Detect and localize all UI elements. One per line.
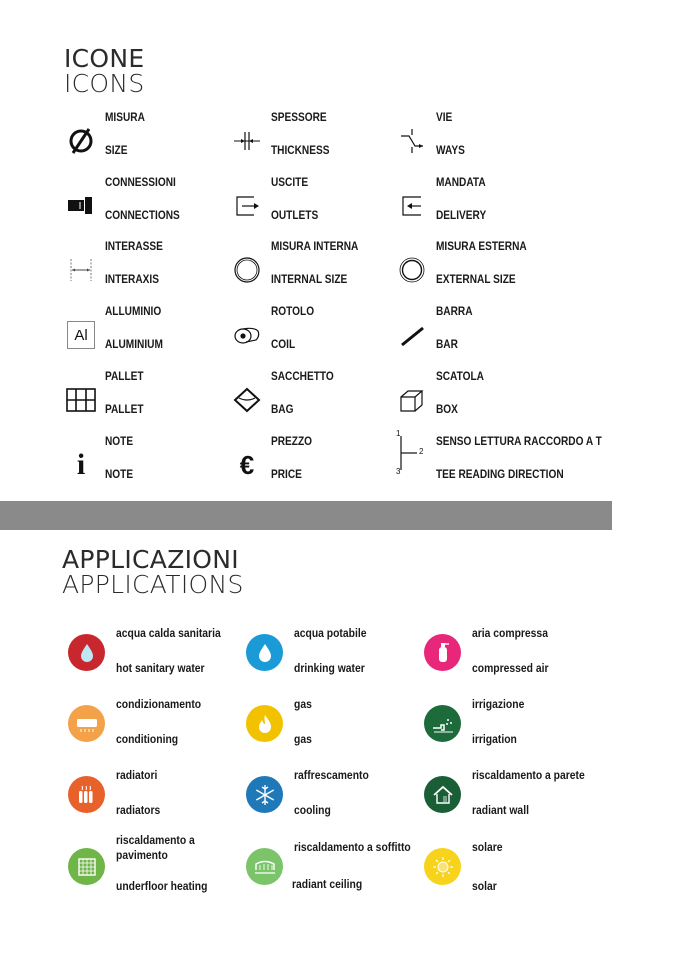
applications-title-it: APPLICAZIONI — [62, 545, 239, 574]
application-item-solar — [424, 834, 604, 900]
legend-item-box — [395, 369, 585, 433]
euro-icon — [230, 448, 264, 482]
pallet-icon — [64, 383, 98, 417]
application-label-it: riscaldamento a pavimento — [116, 835, 195, 862]
legend-label-it: MANDATA — [436, 177, 486, 189]
legend-item-thickness — [230, 110, 420, 174]
application-label-it: raffrescamento — [294, 770, 369, 782]
icons-row — [64, 369, 624, 433]
application-item-radiators — [68, 766, 248, 826]
applications-title-en: APPLICATIONS — [62, 570, 244, 599]
legend-label-it: VIE — [436, 112, 453, 124]
application-item-cooling — [246, 766, 426, 826]
application-item-radiant-wall — [424, 766, 604, 826]
application-label-it: radiatori — [116, 770, 158, 782]
connection-icon — [64, 189, 98, 223]
legend-item-coil — [230, 304, 420, 368]
legend-item-internal-size — [230, 239, 420, 303]
legend-label-en: NOTE — [105, 469, 134, 481]
application-item-gas — [246, 695, 426, 755]
legend-label-en: COIL — [271, 339, 296, 351]
legend-label-it: INTERASSE — [105, 241, 163, 253]
legend-label-en: INTERNAL SIZE — [271, 274, 348, 286]
application-item-conditioning — [68, 695, 248, 755]
icons-title-en: ICONS — [64, 69, 145, 98]
legend-label-en: BAG — [271, 404, 294, 416]
bar-icon — [395, 318, 429, 352]
legend-item-external-size — [395, 239, 585, 303]
bag-icon — [230, 383, 264, 417]
radiant-ceiling-icon — [246, 848, 283, 885]
legend-item-pallet — [64, 369, 254, 433]
application-label-en: radiant ceiling — [292, 879, 363, 891]
legend-label-it: SENSO LETTURA RACCORDO A T — [436, 436, 602, 448]
icons-section-title — [64, 46, 145, 96]
legend-label-en: WAYS — [436, 145, 465, 157]
legend-label-it: PREZZO — [271, 436, 313, 448]
irrigation-icon — [424, 705, 461, 742]
legend-label-it: SCATOLA — [436, 371, 484, 383]
legend-label-en: ALUMINIUM — [105, 339, 163, 351]
compressed-air-cylinder-icon — [424, 634, 461, 671]
underfloor-grid-icon — [68, 848, 105, 885]
legend-label-en: BAR — [436, 339, 458, 351]
ways-icon — [395, 124, 429, 158]
legend-label-it: SPESSORE — [271, 112, 327, 124]
legend-label-en: BOX — [436, 404, 458, 416]
info-glyph-text: i — [76, 448, 86, 481]
tee-number-2: 2 — [419, 447, 424, 456]
legend-item-price — [230, 434, 420, 498]
gas-flame-icon — [246, 705, 283, 742]
legend-item-note — [64, 434, 254, 498]
legend-item-interaxis — [64, 239, 254, 303]
legend-item-bar — [395, 304, 585, 368]
euro-glyph-text: € — [239, 450, 255, 480]
coil-icon — [230, 318, 264, 352]
radiant-wall-house-icon — [424, 776, 461, 813]
info-icon — [64, 448, 98, 482]
application-label-en: radiators — [116, 805, 161, 817]
application-label-it: solare — [472, 842, 503, 854]
application-item-irrigation — [424, 695, 604, 755]
application-item-underfloor-heating — [68, 834, 248, 900]
legend-label-en: EXTERNAL SIZE — [436, 274, 516, 286]
sun-icon — [424, 848, 461, 885]
box-icon — [395, 383, 429, 417]
legend-item-outlets — [230, 175, 420, 239]
application-item-drinking-water — [246, 624, 426, 684]
legend-label-it: CONNESSIONI — [105, 177, 176, 189]
icons-row — [64, 110, 624, 174]
application-label-it: riscaldamento a soffitto — [294, 842, 411, 854]
thickness-icon — [230, 124, 264, 158]
legend-label-en: THICKNESS — [271, 145, 330, 157]
application-label-en: drinking water — [294, 663, 365, 675]
tee-number-1: 1 — [396, 429, 401, 438]
application-label-en: underfloor heating — [116, 881, 208, 893]
legend-label-it: BARRA — [436, 306, 473, 318]
application-item-radiant-ceiling — [246, 834, 426, 900]
snowflake-icon — [246, 776, 283, 813]
application-label-it: aria compressa — [472, 628, 548, 640]
legend-item-bag — [230, 369, 420, 433]
aluminium-icon — [64, 318, 98, 352]
legend-label-en: INTERAXIS — [105, 274, 159, 286]
application-item-hot-sanitary-water — [68, 624, 248, 684]
drinking-water-drop-icon — [246, 634, 283, 671]
icons-row — [64, 175, 624, 239]
legend-label-it: ROTOLO — [271, 306, 315, 318]
application-label-it: riscaldamento a parete — [472, 770, 585, 782]
legend-item-tee-direction — [395, 429, 602, 498]
icons-row — [64, 429, 624, 498]
outlet-icon — [230, 189, 264, 223]
legend-label-it: USCITE — [271, 177, 309, 189]
application-label-en: conditioning — [116, 734, 179, 746]
icons-title-it: ICONE — [64, 44, 145, 73]
legend-label-it: MISURA INTERNA — [271, 241, 359, 253]
diameter-icon — [64, 124, 98, 158]
legend-label-en: TEE READING DIRECTION — [436, 469, 564, 481]
application-label-en: gas — [294, 734, 312, 746]
legend-item-size — [64, 110, 254, 174]
legend-label-en: PRICE — [271, 469, 302, 481]
legend-item-aluminium — [64, 304, 254, 368]
icons-row — [64, 239, 624, 303]
radiator-icon — [68, 776, 105, 813]
internal-size-icon — [230, 253, 264, 287]
section-divider-band — [0, 501, 612, 530]
legend-label-en: SIZE — [105, 145, 128, 157]
legend-item-connections — [64, 175, 254, 239]
legend-label-it: MISURA — [105, 112, 145, 124]
tee-direction-icon — [395, 429, 429, 477]
application-label-it: acqua potabile — [294, 628, 367, 640]
hot-water-drop-icon — [68, 634, 105, 671]
legend-label-it: SACCHETTO — [271, 371, 334, 383]
legend-item-delivery — [395, 175, 585, 239]
application-item-compressed-air — [424, 624, 604, 684]
application-label-en: compressed air — [472, 663, 549, 675]
legend-label-it: MISURA ESTERNA — [436, 241, 527, 253]
legend-label-it: NOTE — [105, 436, 134, 448]
legend-label-it: PALLET — [105, 371, 144, 383]
legend-label-en: OUTLETS — [271, 210, 319, 222]
application-label-en: cooling — [294, 805, 331, 817]
legend-label-en: PALLET — [105, 404, 144, 416]
application-label-it: irrigazione — [472, 699, 525, 711]
interaxis-icon — [64, 253, 98, 287]
aluminium-glyph-text: Al — [67, 321, 95, 349]
air-conditioner-icon — [68, 705, 105, 742]
legend-label-en: DELIVERY — [436, 210, 487, 222]
icons-row — [64, 304, 624, 368]
legend-item-ways — [395, 110, 585, 174]
application-label-en: solar — [472, 881, 497, 893]
tee-number-3: 3 — [396, 467, 401, 476]
applications-section-title — [62, 547, 244, 597]
legend-label-it: ALLUMINIO — [105, 306, 162, 318]
application-label-it: gas — [294, 699, 312, 711]
delivery-icon — [395, 189, 429, 223]
application-label-en: hot sanitary water — [116, 663, 205, 675]
application-label-it: acqua calda sanitaria — [116, 628, 221, 640]
application-label-it: condizionamento — [116, 699, 202, 711]
external-size-icon — [395, 253, 429, 287]
application-label-en: radiant wall — [472, 805, 529, 817]
application-label-en: irrigation — [472, 734, 517, 746]
legend-label-en: CONNECTIONS — [105, 210, 180, 222]
